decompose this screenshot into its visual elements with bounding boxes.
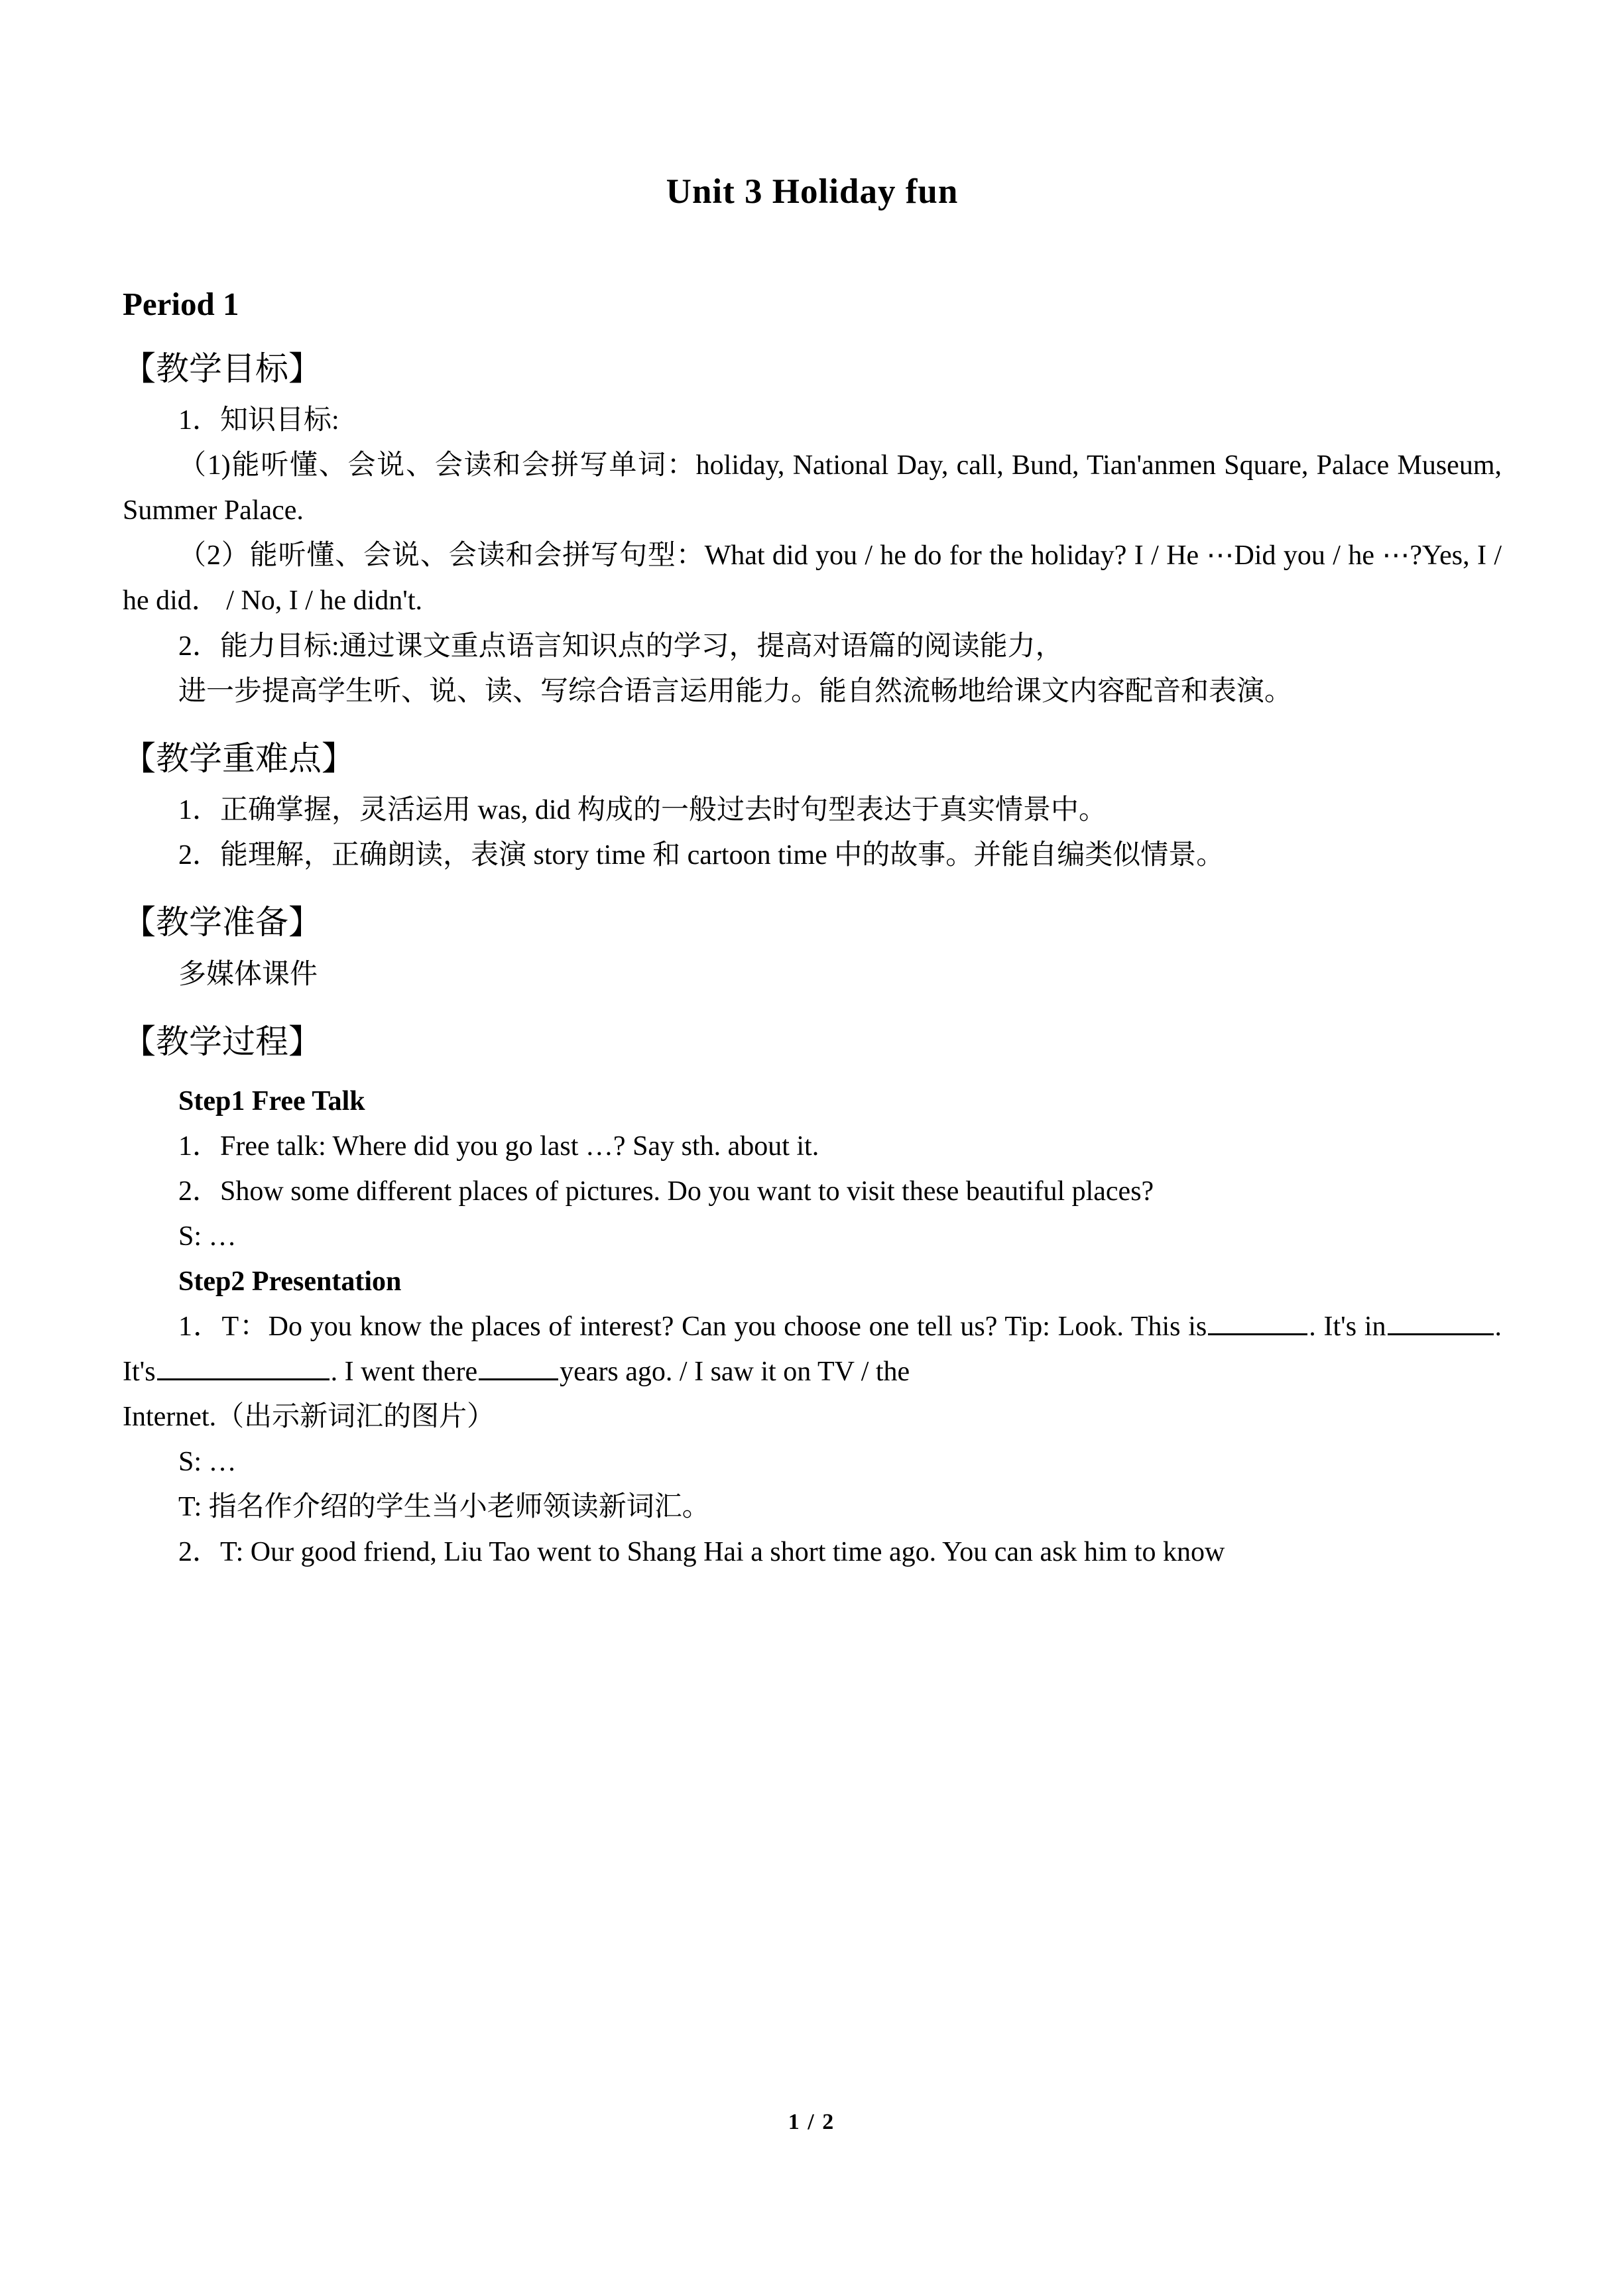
blank-years (479, 1352, 558, 1380)
blank-description (157, 1352, 330, 1380)
key-point-2: 2．能理解，正确朗读，表演 story time 和 cartoon time 中的故事。并能自编类似情景。 (178, 840, 1225, 871)
section-heading-objectives: 【教学目标】 (123, 349, 322, 387)
spacer (123, 391, 1502, 398)
objective-2: 2．能力目标:通过课文重点语言知识点的学习，提高对语篇的阅读能力， (178, 631, 1063, 662)
step1-heading: Step1 Free Talk (178, 1086, 365, 1117)
preparation-text: 多媒体课件 (178, 959, 318, 990)
step2-heading: Step2 Presentation (178, 1266, 402, 1298)
step2-item-2-student: S: … (178, 1447, 237, 1478)
step2-item-1-frag-b: . It's (123, 1311, 1502, 1388)
page-title: Unit 3 Holiday fun (666, 172, 959, 211)
objective-1-1: （1)能听懂、会说、会读和会拼写单词：holiday, National Day, call, Bund, Tian'anmen Square, Palace Museum, Summer Palace. (123, 450, 1502, 526)
blank-location (1388, 1307, 1494, 1335)
step1-item-1: 1．Free talk: Where did you go last …? Say sth. about it. (178, 1131, 819, 1162)
objective-1-label: 1．知识目标: (178, 405, 339, 436)
step1-item-3: S: … (178, 1221, 237, 1252)
document-content (123, 0, 1502, 1575)
step1-item-2: 2．Show some different places of pictures. Do you want to visit these beautiful places? (178, 1176, 1154, 1207)
key-point-1: 1．正确掌握，灵活运用 was, did 构成的一般过去时句型表达于真实情景中。 (178, 795, 1107, 826)
spacer (123, 781, 1502, 788)
period-heading: Period 1 (123, 285, 239, 322)
spacer (123, 945, 1502, 952)
spacer (123, 1064, 1502, 1079)
step2-item-1-frag-a: . It's in (1309, 1311, 1386, 1343)
step2-item-2-teacher: T: 指名作介绍的学生当小老师领读新词汇。 (178, 1492, 710, 1523)
page-number: 1 / 2 (788, 2110, 835, 2134)
step2-item-2: 2．T: Our good friend, Liu Tao went to Shang Hai a short time ago. You can ask him to know (178, 1537, 1225, 1568)
step2-item-1-lead: 1．T：Do you know the places of interest? Can you choose one tell us? Tip: Look. This is (178, 1311, 1207, 1343)
section-heading-key-points: 【教学重难点】 (123, 739, 355, 777)
step2-item-1-frag-c: . I went there (330, 1357, 478, 1388)
section-heading-process: 【教学过程】 (123, 1022, 322, 1060)
step2-item-1-frag-e: Internet.（出示新词汇的图片） (123, 1402, 495, 1433)
section-heading-preparation: 【教学准备】 (123, 904, 322, 941)
objective-1-2: （2）能听懂、会说、会读和会拼写句型：What did you / he do for the holiday? I / He ⋯Did you / he ⋯?Yes, I / he did． / No, I / he didn't. (123, 540, 1502, 617)
step2-item-1 (123, 1304, 1502, 1394)
objective-2-continued: 进一步提高学生听、说、读、写综合语言运用能力。能自然流畅地给课文内容配音和表演。 (178, 676, 1293, 707)
blank-place-name (1208, 1307, 1307, 1335)
step2-item-1-frag-d: years ago. / I saw it on TV / the (560, 1357, 910, 1388)
